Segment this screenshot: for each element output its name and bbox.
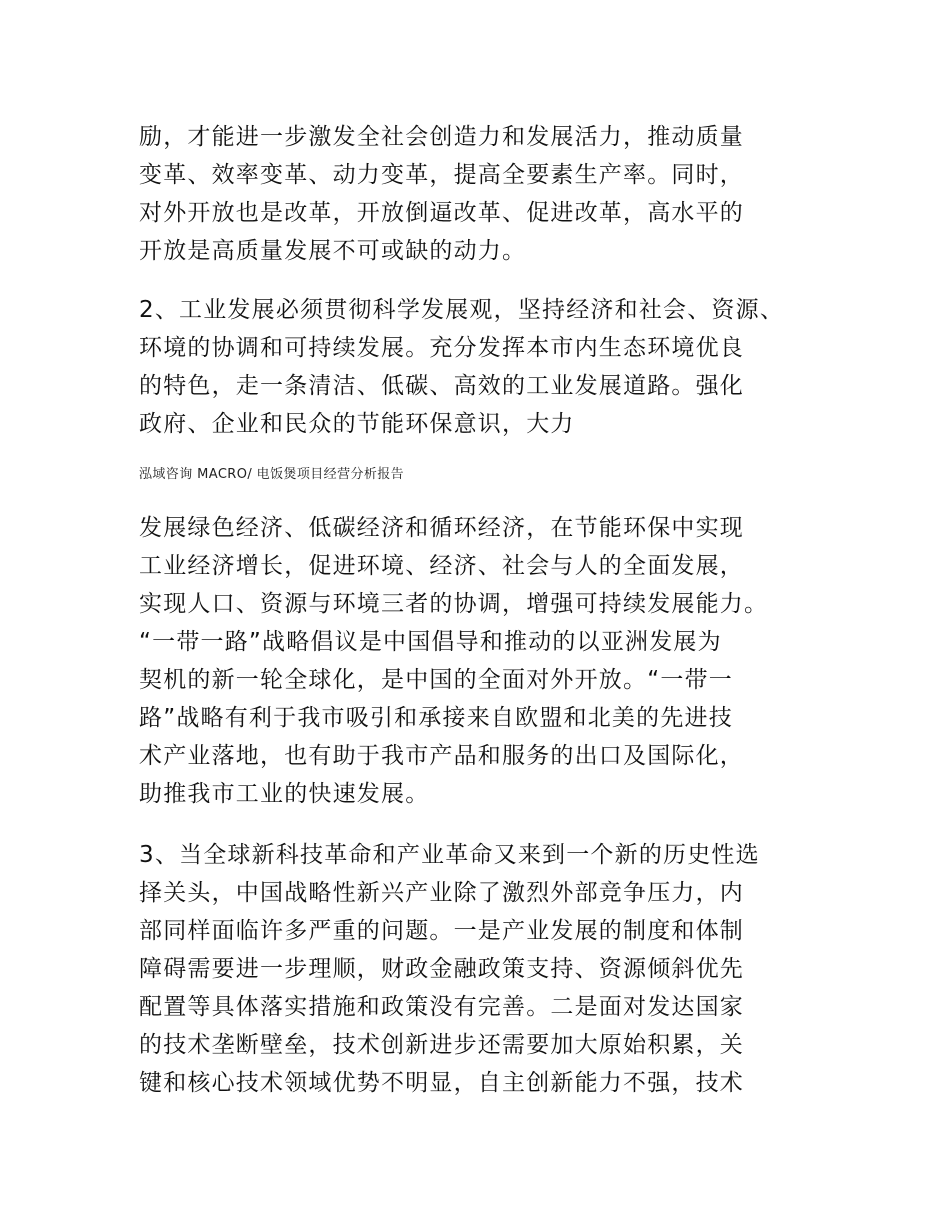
paragraph-4-line-6: 的技术垄断壁垒，技术创新进步还需要加大原始积累，关 [139,1032,744,1058]
paragraph-1-line-3: 对外开放也是改革，开放倒逼改革、促进改革，高水平的 [139,200,744,226]
paragraph-3-line-3: 实现人口、资源与环境三者的协调，增强可持续发展能力。 [139,591,769,617]
paragraph-3-line-2: 工业经济增长，促进环境、经济、社会与人的全面发展， [139,553,744,579]
paragraph-1-line-4: 开放是高质量发展不可或缺的动力。 [139,238,527,264]
paragraph-3-line-1: 发展绿色经济、低碳经济和循环经济，在节能环保中实现 [139,515,744,541]
paragraph-3-line-8: 助推我市工业的快速发展。 [139,781,430,807]
paragraph-4-line-2: 择关头，中国战略性新兴产业除了激烈外部竞争压力，内 [139,880,744,906]
paragraph-4-line-1: 3、当全球新科技革命和产业革命又来到一个新的历史性选 [139,842,760,868]
paragraph-2-line-2: 环境的协调和可持续发展。充分发挥本市内生态环境优良 [139,335,744,361]
paragraph-3-line-4: “一带一路”战略倡议是中国倡导和推动的以亚洲发展为 [139,629,722,655]
paragraph-1-line-1: 励，才能进一步激发全社会创造力和发展活力，推动质量 [139,124,744,150]
paragraph-4-line-3: 部同样面临许多严重的问题。一是产业发展的制度和体制 [139,918,744,944]
paragraph-3-line-5: 契机的新一轮全球化，是中国的全面对外开放。“一带一 [139,667,733,693]
paragraph-1-line-2: 变革、效率变革、动力变革，提高全要素生产率。同时， [139,162,744,188]
paragraph-3-line-7: 术产业落地，也有助于我市产品和服务的出口及国际化， [139,743,744,769]
running-header: 泓域咨询 MACRO/ 电饭煲项目经营分析报告 [139,467,405,482]
paragraph-2-line-4: 政府、企业和民众的节能环保意识，大力 [139,411,575,437]
paragraph-2-line-1: 2、工业发展必须贯彻科学发展观，坚持经济和社会、资源、 [139,297,785,323]
paragraph-4-line-7: 键和核心技术领域优势不明显，自主创新能力不强，技术 [139,1070,744,1096]
paragraph-2-line-3: 的特色，走一条清洁、低碳、高效的工业发展道路。强化 [139,373,744,399]
paragraph-4-line-4: 障碍需要进一步理顺，财政金融政策支持、资源倾斜优先 [139,956,744,982]
paragraph-4-line-5: 配置等具体落实措施和政策没有完善。二是面对发达国家 [139,994,744,1020]
paragraph-3-line-6: 路”战略有利于我市吸引和承接来自欧盟和北美的先进技 [139,705,733,731]
